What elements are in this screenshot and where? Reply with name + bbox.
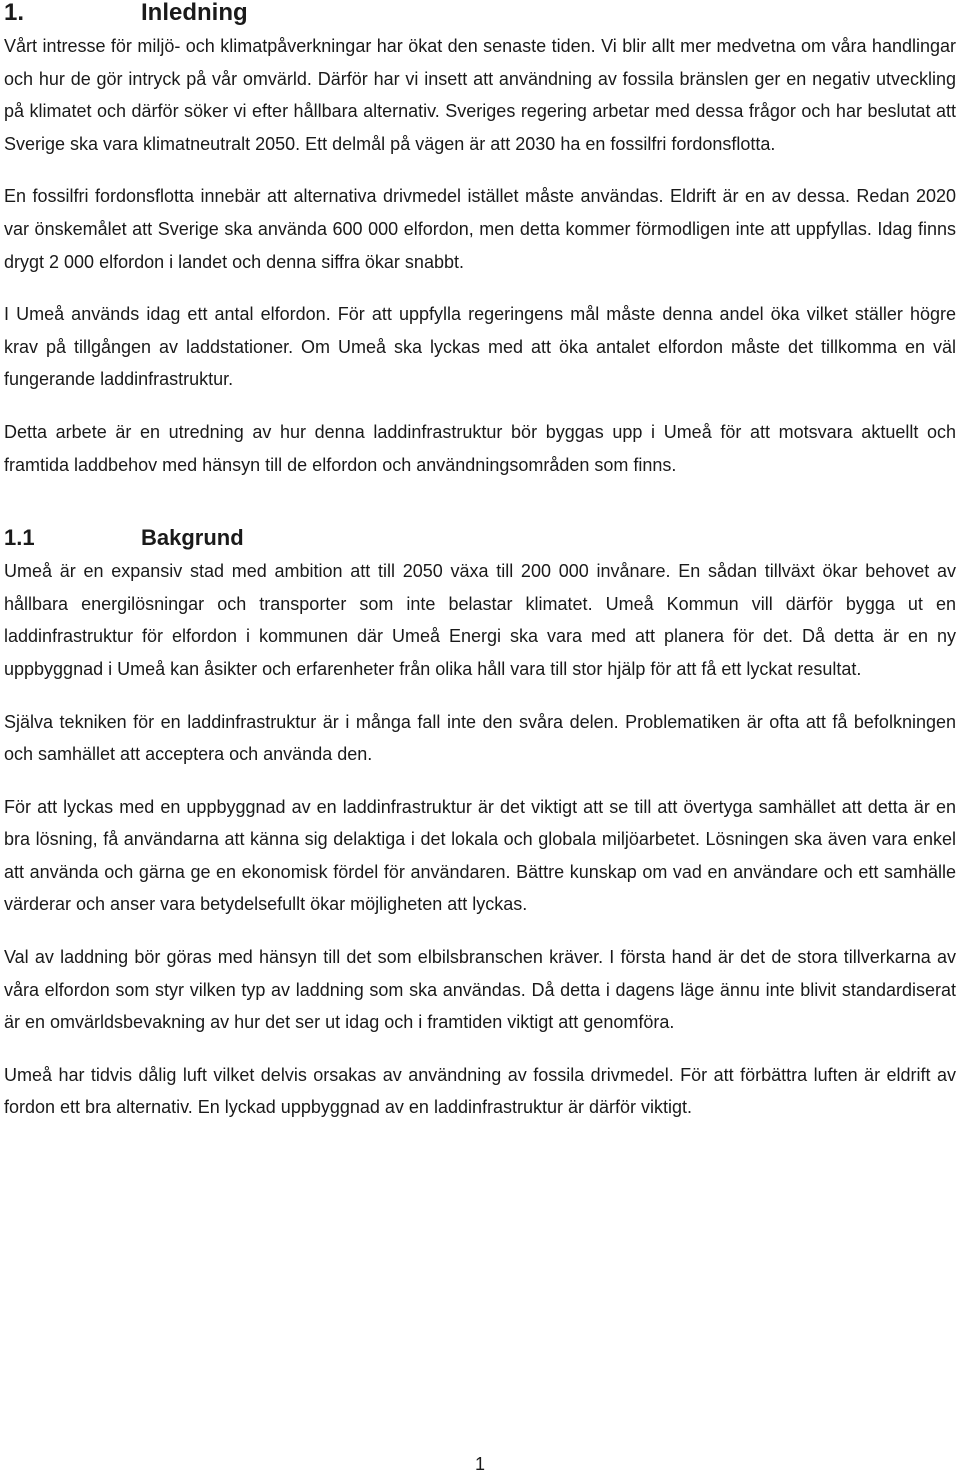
paragraph: För att lyckas med en uppbyggnad av en laddinfrastruktur är det viktigt att se till att övertyga samhället att detta är en bra lösning, få användarna att känna sig delaktiga i det lokala och globala miljöarbetet. Lösningen ska även vara enkel att använda och gärna ge en ekonomisk fördel för användaren. Bättre kunskap om vad en användare och ett samhälle värderar och anser vara betydelsefullt ökar möjligheten att lyckas. [4, 796, 956, 915]
paragraph: Detta arbete är en utredning av hur denna laddinfrastruktur bör byggas upp i Umeå för att motsvara aktuellt och framtida laddbehov med hänsyn till de elfordon och användningsområden som finns. [4, 421, 956, 475]
paragraph: En fossilfri fordonsflotta innebär att alternativa drivmedel istället måste användas. Eldrift är en av dessa. Redan 2020 var önskemålet att Sverige ska använda 600 000 elfordon, men detta kommer förmodligen inte att uppfyllas. Idag finns drygt 2 000 elfordon i landet och denna siffra ökar snabbt. [4, 186, 956, 272]
paragraph: Umeå är en expansiv stad med ambition att till 2050 växa till 200 000 invånare. En sådan tillväxt ökar behovet av hållbara energilösningar och transporter som inte belastar klimatet. Umeå Kommun vill därför bygga ut en laddinfrastruktur för elfordon i kommunen där Umeå Energi ska vara med att planera för det. Då detta är en ny uppbyggnad i Umeå kan åsikter och erfarenheter från olika håll vara till stor hjälp för att få ett lyckat resultat. [4, 561, 956, 679]
section-title: Inledning [141, 0, 248, 26]
section-number: 1. [4, 0, 25, 26]
document-page [4, 0, 956, 1124]
paragraph: I Umeå används idag ett antal elfordon. För att uppfylla regeringens mål måste denna andel öka vilket ställer högre krav på tillgången av laddstationer. Om Umeå ska lyckas med att öka antalet elfordon måste det tillkomma en väl fungerande laddinfrastruktur. [4, 304, 956, 390]
paragraph: Vårt intresse för miljö- och klimatpåverkningar har ökat den senaste tiden. Vi blir allt mer medvetna om våra handlingar och hur de gör intryck på vår omvärld. Därför har vi insett att användning av fossila bränslen ger en negativ utveckling på klimatet och därför söker vi efter hållbara alternativ. Sveriges regering arbetar med dessa frågor och har beslutat att Sverige ska vara klimatneutralt 2050. Ett delmål på vägen är att 2030 ha en fossilfri fordonsflotta. [4, 36, 956, 154]
paragraph: Själva tekniken för en laddinfrastruktur är i många fall inte den svåra delen. Problematiken är ofta att få befolkningen och samhället att acceptera och använda den. [4, 711, 956, 765]
section-number: 1.1 [4, 525, 35, 551]
section-heading-bakgrund [4, 524, 956, 552]
section-title: Bakgrund [141, 525, 244, 551]
paragraph: Val av laddning bör göras med hänsyn till det som elbilsbranschen kräver. I första hand är det de stora tillverkarna av våra elfordon som styr vilken typ av laddning som ska användas. Då detta i dagens läge ännu inte blivit standardiserat är en omvärldsbevakning av hur det ser ut idag och i framtiden viktigt att genomföra. [4, 947, 956, 1033]
paragraph: Umeå har tidvis dålig luft vilket delvis orsakas av användning av fossila drivmedel. För att förbättra luften är eldrift av fordon ett bra alternativ. En lyckad uppbyggnad av en laddinfrastruktur är därför viktigt. [4, 1064, 956, 1118]
section-heading-inledning [4, 0, 956, 26]
page-number: 1 [474, 1454, 485, 1474]
